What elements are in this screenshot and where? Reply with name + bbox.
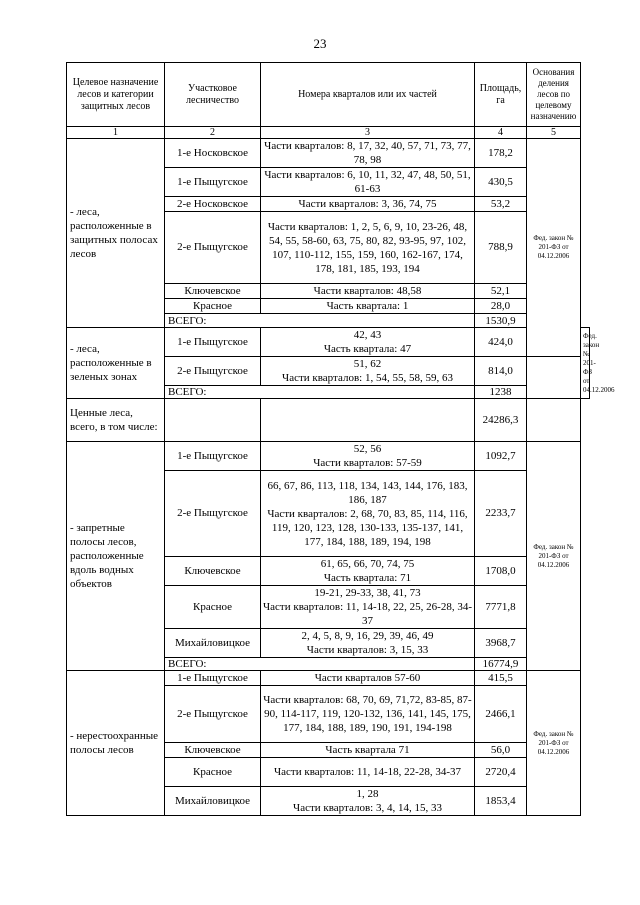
area-cell: 2466,1: [475, 686, 527, 743]
empty-cell: [165, 399, 261, 442]
quarters-full: 61, 65, 66, 70, 74, 75: [320, 558, 415, 570]
forestry-cell: 1-е Пыщугское: [165, 671, 261, 686]
quarters-cell: Части кварталов: 11, 14-18, 22-28, 34-37: [261, 758, 475, 787]
quarters-cell: [261, 328, 475, 357]
page-number: 23: [313, 36, 327, 51]
quarters-cell: [261, 557, 475, 586]
quarters-cell: Части кварталов: 68, 70, 69, 71,72, 83-85, 87-90, 114-117, 119, 120-132, 136, 141, 145, 175, 177, 184, 188, 189, 190, 191, 194-198: [261, 686, 475, 743]
area-cell: 7771,8: [475, 586, 527, 629]
quarters-partial: Части кварталов: 1, 54, 55, 58, 59, 63: [282, 372, 453, 384]
header-quarters: Номера кварталов или их частей: [261, 63, 475, 127]
empty-cell: [261, 399, 475, 442]
forest-zoning-table: [66, 62, 615, 816]
quarters-cell: [261, 471, 475, 557]
area-cell: 53,2: [475, 197, 527, 212]
quarters-cell: Часть квартала 71: [261, 743, 475, 758]
quarters-cell: [261, 629, 475, 658]
forestry-cell: 2-е Носковское: [165, 197, 261, 212]
table-row: [67, 139, 590, 168]
forestry-cell: 2-е Пыщугское: [165, 212, 261, 284]
quarters-cell: [261, 787, 475, 816]
col-number: 4: [475, 127, 527, 139]
quarters-full: 52, 56: [353, 443, 382, 455]
col-number: 2: [165, 127, 261, 139]
area-cell: 28,0: [475, 299, 527, 314]
area-cell: 178,2: [475, 139, 527, 168]
total-label: ВСЕГО:: [165, 386, 475, 399]
quarters-partial: Часть квартала: 47: [323, 343, 412, 355]
quarters-cell: Части кварталов: 3, 36, 74, 75: [261, 197, 475, 212]
forestry-cell: 2-е Пыщугское: [165, 357, 261, 386]
area-cell: 1708,0: [475, 557, 527, 586]
header-row: [67, 63, 590, 127]
table-row: [67, 671, 590, 686]
forestry-cell: Ключевское: [165, 743, 261, 758]
area-cell: 56,0: [475, 743, 527, 758]
forestry-cell: Михайловицкое: [165, 629, 261, 658]
quarters-cell: Части кварталов: 8, 17, 32, 40, 57, 71, 73, 77, 78, 98: [261, 139, 475, 168]
basis-cell: Фед. закон № 201-ФЗ от 04.12.2006: [527, 442, 581, 671]
quarters-full: 2, 4, 5, 8, 9, 16, 29, 39, 46, 49: [301, 630, 434, 642]
quarters-partial: Части кварталов: 3, 15, 33: [306, 644, 429, 656]
forestry-cell: 1-е Пыщугское: [165, 328, 261, 357]
forestry-cell: Ключевское: [165, 557, 261, 586]
quarters-partial: Части кварталов: 2, 68, 70, 83, 85, 114, 116, 119, 120, 123, 128, 130-133, 135-137, 141, 177, 184, 188, 189, 194, 198: [267, 507, 468, 548]
category-cell: - нерестоохранные полосы лесов: [67, 671, 165, 816]
quarters-partial: Части кварталов: 57-59: [313, 457, 422, 469]
quarters-full: 19-21, 29-33, 38, 41, 73: [314, 587, 421, 599]
area-cell: 2233,7: [475, 471, 527, 557]
area-cell: 52,1: [475, 284, 527, 299]
column-number-row: [67, 127, 590, 139]
header-basis: Основания деления лесов по целевому назначению: [527, 63, 581, 127]
col-number: 3: [261, 127, 475, 139]
table-row: [67, 442, 590, 471]
forestry-cell: Ключевское: [165, 284, 261, 299]
forestry-cell: 1-е Пыщугское: [165, 442, 261, 471]
forestry-cell: Михайловицкое: [165, 787, 261, 816]
quarters-full: 42, 43: [353, 329, 382, 341]
quarters-partial: Часть квартала: 71: [323, 572, 412, 584]
basis-cell: Фед. закон № 201-ФЗ от 04.12.2006: [581, 328, 590, 399]
quarters-cell: [261, 442, 475, 471]
quarters-cell: Части кварталов: 48,58: [261, 284, 475, 299]
area-cell: 24286,3: [475, 399, 527, 442]
quarters-partial: Части кварталов: 11, 14-18, 22, 25, 26-28, 34-37: [263, 601, 472, 627]
quarters-full: 51, 62: [353, 358, 382, 370]
category-cell: - запретные полосы лесов, расположенные вдоль водных объектов: [67, 442, 165, 671]
area-cell: 2720,4: [475, 758, 527, 787]
quarters-full: 66, 67, 86, 113, 118, 134, 143, 144, 176, 183, 186, 187: [267, 479, 468, 506]
quarters-cell: Части кварталов: 6, 10, 11, 32, 47, 48, 50, 51, 61-63: [261, 168, 475, 197]
area-cell: 788,9: [475, 212, 527, 284]
area-cell: 814,0: [475, 357, 527, 386]
total-value: 1238: [475, 386, 527, 399]
forestry-cell: 2-е Пыщугское: [165, 471, 261, 557]
area-cell: 415,5: [475, 671, 527, 686]
empty-cell: [527, 399, 581, 442]
quarters-cell: [261, 357, 475, 386]
forestry-cell: 1-е Носковское: [165, 139, 261, 168]
category-cell: - леса, расположенные в зеленых зонах: [67, 328, 165, 399]
forestry-cell: Красное: [165, 758, 261, 787]
area-cell: 1092,7: [475, 442, 527, 471]
total-label: ВСЕГО:: [165, 658, 475, 671]
valuable-label: Ценные леса, всего, в том числе:: [67, 399, 165, 442]
forestry-cell: 1-е Пыщугское: [165, 168, 261, 197]
header-purpose: Целевое назначение лесов и категории защитных лесов: [67, 63, 165, 127]
quarters-cell: [261, 586, 475, 629]
total-label: ВСЕГО:: [165, 314, 475, 328]
quarters-cell: Части кварталов: 1, 2, 5, 6, 9, 10, 23-26, 48, 54, 55, 58-60, 63, 75, 80, 82, 93-95, 97, 102, 107, 110-112, 155, 159, 160, 162-167, 174, 178, 181, 185, 193, 194: [261, 212, 475, 284]
col-number: 5: [527, 127, 581, 139]
category-cell: - леса, расположенные в защитных полосах лесов: [67, 139, 165, 328]
area-cell: 3968,7: [475, 629, 527, 658]
table-row: [67, 328, 590, 357]
forestry-cell: Красное: [165, 586, 261, 629]
total-value: 16774,9: [475, 658, 527, 671]
valuable-forests-row: [67, 399, 590, 442]
area-cell: 424,0: [475, 328, 527, 357]
forestry-cell: Красное: [165, 299, 261, 314]
quarters-partial: Части кварталов: 3, 4, 14, 15, 33: [293, 802, 442, 814]
basis-cell: Фед. закон № 201-ФЗ от 04.12.2006: [527, 671, 581, 816]
quarters-cell: Часть квартала: 1: [261, 299, 475, 314]
forestry-cell: 2-е Пыщугское: [165, 686, 261, 743]
col-number: 1: [67, 127, 165, 139]
area-cell: 1853,4: [475, 787, 527, 816]
basis-cell: Фед. закон № 201-ФЗ от 04.12.2006: [527, 139, 581, 357]
total-value: 1530,9: [475, 314, 527, 328]
header-area: Площадь, га: [475, 63, 527, 127]
quarters-cell: Части кварталов 57-60: [261, 671, 475, 686]
header-forestry: Участковое лесничество: [165, 63, 261, 127]
quarters-full: 1, 28: [356, 788, 379, 800]
area-cell: 430,5: [475, 168, 527, 197]
